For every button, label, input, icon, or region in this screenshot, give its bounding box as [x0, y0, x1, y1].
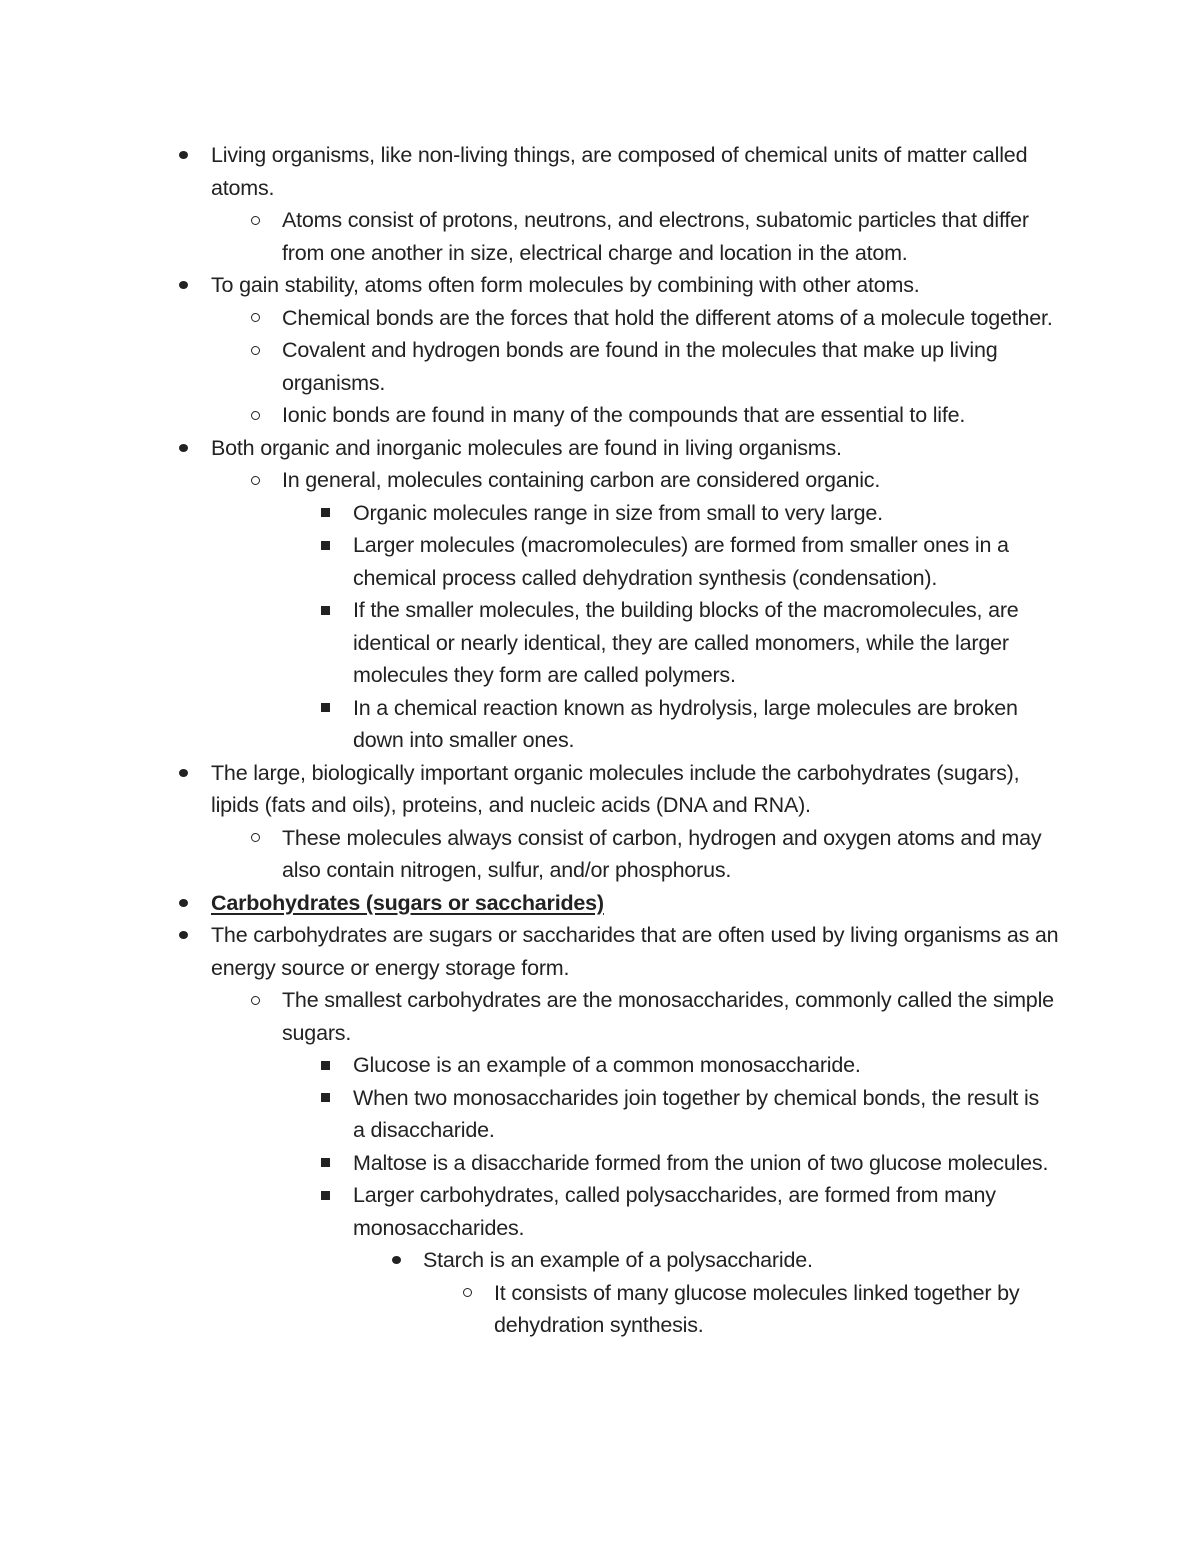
bullet-marker-icon: [173, 887, 193, 920]
bullet-marker-icon: [173, 757, 193, 790]
list-item-text: Living organisms, like non-living things, are composed of chemical units of matter called atoms.: [211, 143, 1028, 200]
list-item-text: Covalent and hydrogen bonds are found in the molecules that make up living organisms.: [282, 338, 998, 395]
square-marker-icon: [315, 529, 335, 562]
list-item: [0, 1147, 1053, 1180]
square-marker-icon: [315, 594, 335, 627]
list-item-text: Organic molecules range in size from small to very large.: [353, 500, 883, 525]
list-item-text: The large, biologically important organic molecules include the carbohydrates (sugars), lipids (fats and oils), proteins, and nucleic acids (DNA and RNA).: [211, 760, 1020, 817]
bullet-marker-icon: [173, 269, 193, 302]
square-marker-icon: [315, 1082, 335, 1115]
square-marker-icon: [315, 1147, 335, 1180]
list-item-text: In a chemical reaction known as hydrolysis, large molecules are broken down into smaller ones.: [353, 695, 1018, 752]
list-item-text: To gain stability, atoms often form molecules by combining with other atoms.: [211, 273, 920, 297]
list-item: [0, 757, 1061, 822]
list-item-text: When two monosaccharides join together by chemical bonds, the result is a disaccharide.: [353, 1085, 1040, 1142]
bullet-marker-icon: [173, 919, 193, 952]
list-item: [0, 822, 1062, 887]
list-item: [0, 399, 1062, 432]
circle-marker-icon: [245, 399, 265, 432]
list-item: [0, 692, 1053, 757]
list-item-text: These molecules always consist of carbon, hydrogen and oxygen atoms and may also contain nitrogen, sulfur, and/or phosphorus.: [282, 825, 1042, 882]
bullet-marker-icon: [173, 432, 193, 465]
list-item: [0, 139, 1061, 204]
list-item: [0, 1277, 1054, 1342]
list-item: [0, 919, 1061, 984]
circle-marker-icon: [245, 984, 265, 1017]
list-item-text: Larger molecules (macromolecules) are formed from smaller ones in a chemical process called dehydration synthesis (condensation).: [353, 533, 1009, 590]
list-item-text: Atoms consist of protons, neutrons, and electrons, subatomic particles that differ from one another in size, electrical charge and location in the atom.: [282, 208, 1029, 265]
list-item: [0, 887, 1061, 920]
notes-document: [0, 139, 1200, 1342]
list-item: [0, 432, 1061, 465]
circle-marker-icon: [245, 464, 265, 497]
circle-marker-icon: [245, 822, 265, 855]
list-item: [0, 464, 1062, 497]
bullet-marker-icon: [173, 139, 193, 172]
section-heading: Carbohydrates (sugars or saccharides): [211, 890, 604, 915]
square-marker-icon: [315, 497, 335, 530]
list-item: [0, 204, 1062, 269]
list-item: [0, 269, 1061, 302]
circle-marker-icon: [457, 1277, 477, 1310]
list-item-text: Larger carbohydrates, called polysaccharides, are formed from many monosaccharides.: [353, 1183, 996, 1240]
square-marker-icon: [315, 1179, 335, 1212]
list-item-text: Glucose is an example of a common monosaccharide.: [353, 1053, 861, 1077]
list-item-text: It consists of many glucose molecules linked together by dehydration synthesis.: [494, 1280, 1020, 1337]
list-item: [0, 1082, 1053, 1147]
list-item-text: In general, molecules containing carbon are considered organic.: [282, 468, 881, 492]
square-marker-icon: [315, 1049, 335, 1082]
list-item: [0, 984, 1062, 1049]
list-item: [0, 334, 1062, 399]
list-item: [0, 1179, 1053, 1244]
list-item-text: The smallest carbohydrates are the monosaccharides, commonly called the simple sugars.: [282, 988, 1054, 1045]
circle-marker-icon: [245, 204, 265, 237]
list-item-text: If the smaller molecules, the building blocks of the macromolecules, are identical or nearly identical, they are called monomers, while the larger molecules they form are called polymers.: [353, 598, 1019, 687]
list-item: [0, 497, 1053, 530]
list-item-text: Both organic and inorganic molecules are found in living organisms.: [211, 435, 842, 460]
list-item-text: The carbohydrates are sugars or saccharides that are often used by living organisms as an energy source or energy storage form.: [211, 923, 1059, 980]
list-item-text: Chemical bonds are the forces that hold the different atoms of a molecule together.: [282, 305, 1053, 330]
circle-marker-icon: [245, 334, 265, 367]
circle-marker-icon: [245, 302, 265, 335]
list-item-text: Starch is an example of a polysaccharide.: [423, 1248, 813, 1272]
square-marker-icon: [315, 692, 335, 725]
list-item: [0, 302, 1062, 335]
list-item: [0, 594, 1053, 692]
bullet-marker-icon: [386, 1244, 406, 1277]
list-item: [0, 1049, 1053, 1082]
list-item: [0, 529, 1053, 594]
list-item: [0, 1244, 1053, 1277]
list-item-text: Ionic bonds are found in many of the compounds that are essential to life.: [282, 403, 966, 427]
list-item-text: Maltose is a disaccharide formed from the union of two glucose molecules.: [353, 1150, 1049, 1175]
